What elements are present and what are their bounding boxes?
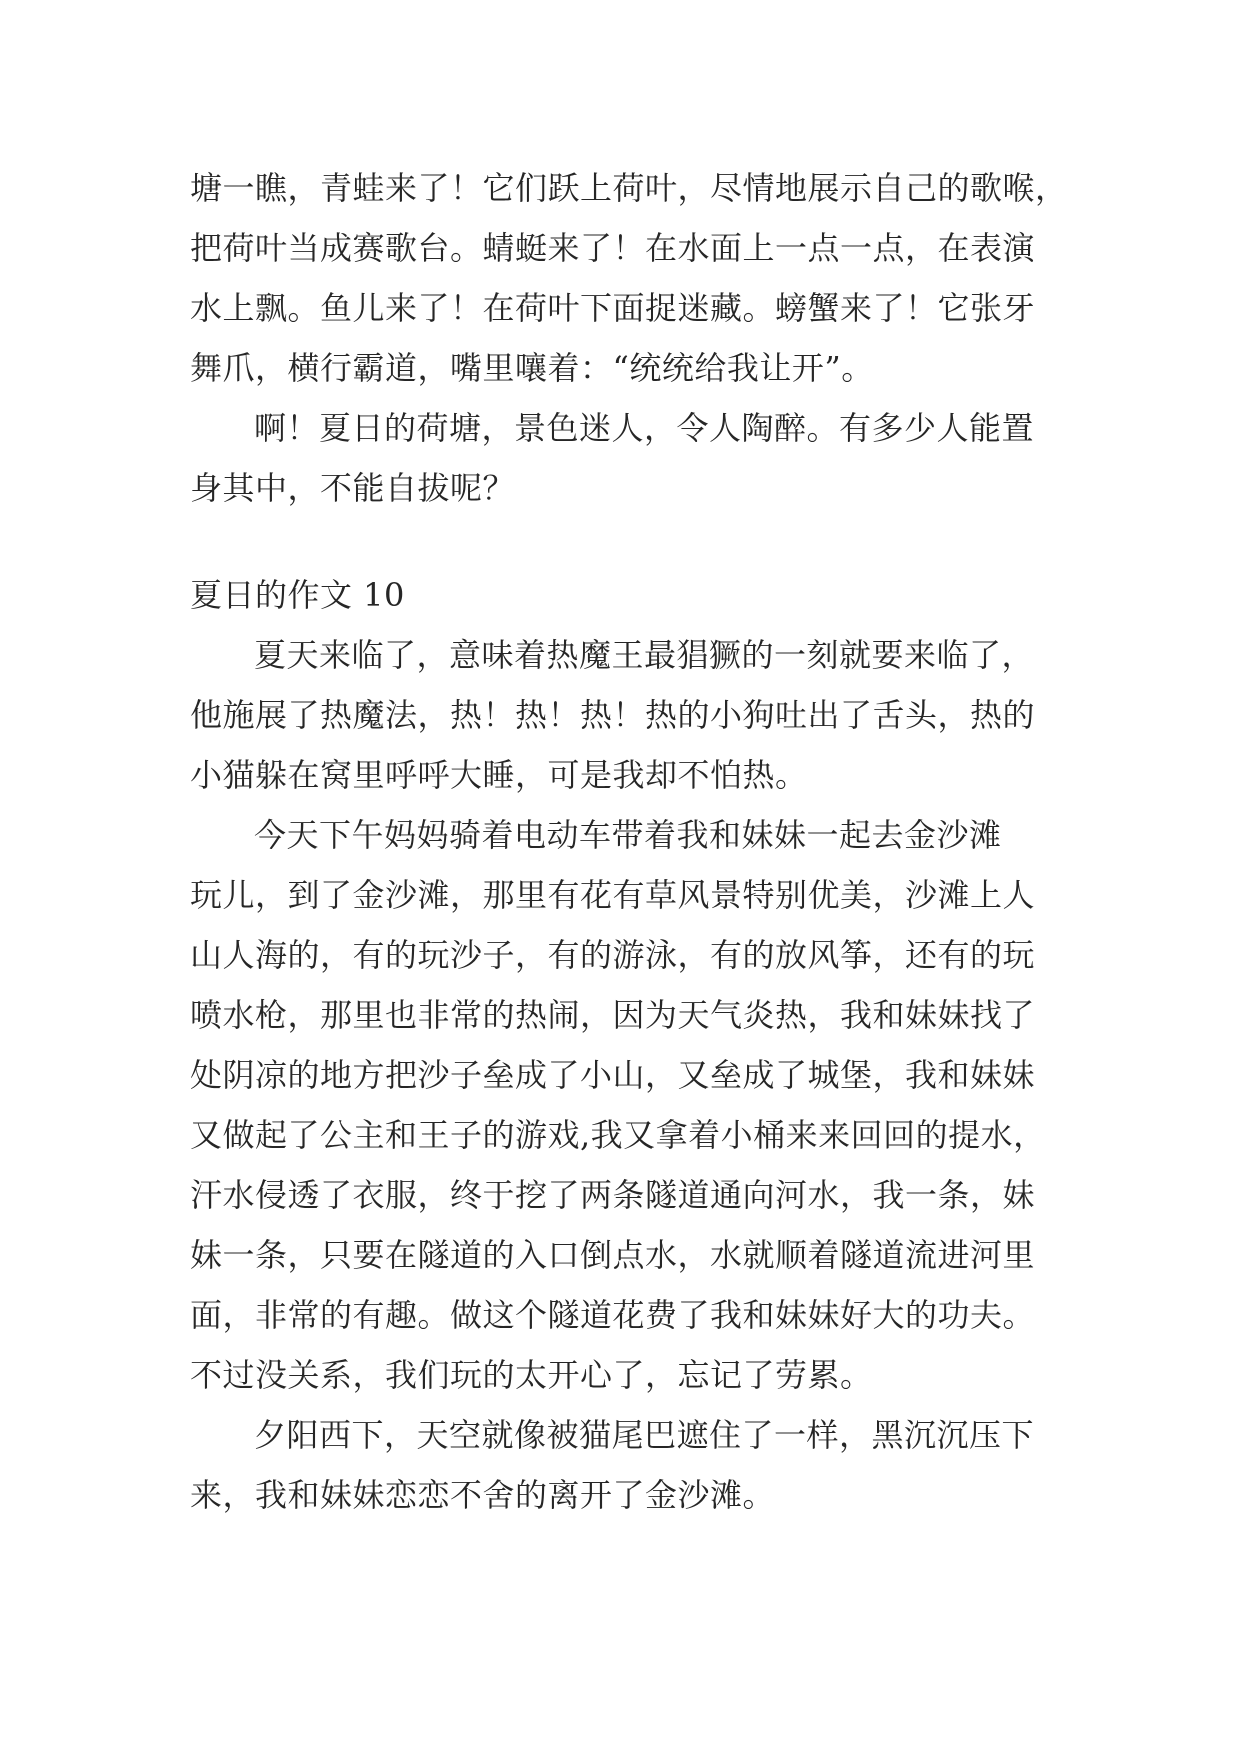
text-line: 他施展了热魔法，热！热！热！热的小狗吐出了舌头，热的 <box>190 696 1036 734</box>
text-line: 面，非常的有趣。做这个隧道花费了我和妹妹好大的功夫。 <box>190 1296 1036 1334</box>
essay-10 <box>190 565 1070 1525</box>
paragraph-first-line: 今天下午妈妈骑着电动车带着我和妹妹一起去金沙滩 <box>254 816 1002 854</box>
paragraph-first-line: 夕阳西下，天空就像被猫尾巴遮住了一样，黑沉沉压下 <box>254 1416 1035 1454</box>
text-line: 山人海的，有的玩沙子，有的游泳，有的放风筝，还有的玩 <box>190 936 1036 974</box>
text-line: 舞爪，横行霸道，嘴里嚷着：“统统给我让开”。 <box>190 349 874 387</box>
text-line: 不过没关系，我们玩的太开心了，忘记了劳累。 <box>190 1356 873 1394</box>
text-line: 小猫躲在窝里呼呼大睡，可是我却不怕热。 <box>190 756 808 794</box>
text-line: 来，我和妹妹恋恋不舍的离开了金沙滩。 <box>190 1476 776 1514</box>
text-line: 妹一条，只要在隧道的入口倒点水，水就顺着隧道流进河里 <box>190 1236 1036 1274</box>
text-line: 塘一瞧，青蛙来了！它们跃上荷叶，尽情地展示自己的歌喉， <box>190 169 1068 207</box>
paragraph-first-line: 啊！夏日的荷塘，景色迷人，令人陶醉。有多少人能置 <box>254 409 1035 447</box>
text-line: 处阴凉的地方把沙子垒成了小山，又垒成了城堡，我和妹妹 <box>190 1056 1036 1094</box>
text-line: 水上飘。鱼儿来了！在荷叶下面捉迷藏。螃蟹来了！它张牙 <box>190 289 1036 327</box>
text-line: 玩儿，到了金沙滩，那里有花有草风景特别优美，沙滩上人 <box>190 876 1036 914</box>
text-line: 喷水枪，那里也非常的热闹，因为天气炎热，我和妹妹找了 <box>190 996 1036 1034</box>
paragraph-first-line: 夏天来临了，意味着热魔王最猖獗的一刻就要来临了， <box>254 636 1035 674</box>
essay-title: 夏日的作文 10 <box>190 576 405 614</box>
text-line: 身其中，不能自拔呢？ <box>190 469 516 507</box>
previous-essay-ending <box>190 158 1070 518</box>
text-line: 汗水侵透了衣服，终于挖了两条隧道通向河水，我一条，妹 <box>190 1176 1036 1214</box>
text-line: 又做起了公主和王子的游戏,我又拿着小桶来来回回的提水， <box>190 1116 1046 1154</box>
text-line: 把荷叶当成赛歌台。蜻蜓来了！在水面上一点一点，在表演 <box>190 229 1036 267</box>
